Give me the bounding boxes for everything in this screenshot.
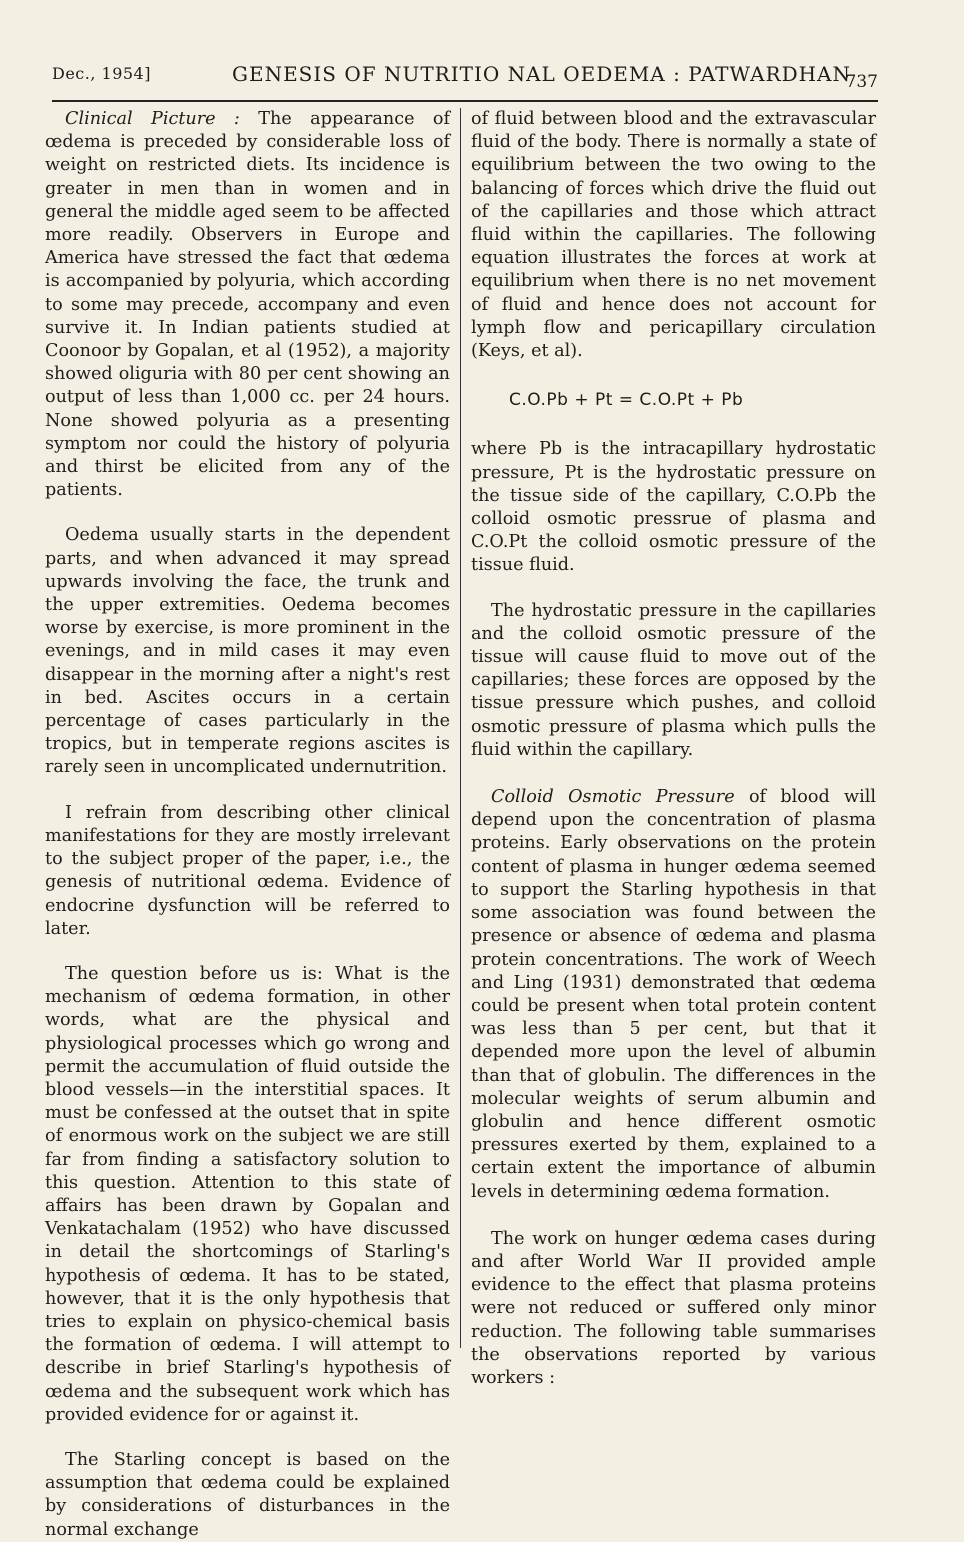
- section-heading: Clinical Picture :: [65, 109, 240, 129]
- paragraph-clinical-picture: Clinical Picture : The appearance of œdema is preceded by considerable loss of weight on restricted diets. Its incidence is greater in men than in women and in general the middle aged seem to be affected more readily. Observers in Europe and America have stressed the fact that œdema is accompanied by polyuria, which according to some may precede, accompany and even survive it. In Indian patients studied at Coonoor by Gopalan, et al (1952), a majority showed oliguria with 80 per cent showing an output of less than 1,000 cc. per 24 hours. None showed polyuria as a presenting symptom nor could the history of polyuria and thirst be elicited from any of the patients.: [45, 109, 450, 501]
- page-number: 737: [845, 72, 878, 92]
- paragraph: The Starling concept is based on the assumption that œdema could be explained by considerations of disturbances in the normal exchange: [45, 1449, 450, 1540]
- paragraph-colloid-osmotic: Colloid Osmotic Pressure of blood will depend upon the concentration of plasma proteins. Early observations on the protein content of plasma in hunger œdema seemed to support the Starling hypothesis in that some association was found between the presence or absence of œdema and plasma protein concentrations. The work of Weech and Ling (1931) demonstrated that œdema could be present when total protein content was less than 5 per cent, but that it depended more upon the level of albumin than that of globulin. The differences in the molecular weights of serum albumin and globulin and hence different osmotic pressures exerted by them, explained to a certain extent the importance of albumin levels in determining œdema formation.: [471, 787, 877, 1202]
- paragraph: The work on hunger œdema cases during and after World War II provided ample evidence to the effect that plasma proteins were not reduced or suffered only minor reduction. The following table summarises the observations reported by various workers :: [471, 1228, 876, 1388]
- paragraph: Oedema usually starts in the dependent parts, and when advanced it may spread upwards involving the face, the trunk and the upper extremities. Oedema becomes worse by exercise, is more prominent in the evenings, and in mild cases it may even disappear in the morning after a night's rest in bed. Ascites occurs in a certain percentage of cases particularly in the tropics, but in temperate regions ascites is rarely seen in uncomplicated undernutrition.: [45, 525, 450, 778]
- right-column: [471, 108, 876, 1390]
- paragraph: I refrain from describing other clinical manifestations for they are mostly irrelevant to the subject proper of the paper, i.e., the genesis of nutritional œdema. Evidence of endocrine dysfunction will be referred to later.: [45, 802, 450, 939]
- paragraph-where: where Pb is the intracapillary hydrostatic pressure, Pt is the hydrostatic pressure on the tissue side of the capillary, C.O.Pb the colloid osmotic pressrue of plasma and C.O.Pt the colloid osmotic pressure of the tissue fluid.: [471, 439, 876, 576]
- column-divider: [460, 108, 461, 1348]
- section-heading: Colloid Osmotic Pressure: [491, 787, 735, 808]
- running-title: GENESIS OF NUTRITIO NAL OEDEMA : PATWARDHAN: [232, 62, 851, 86]
- paragraph: The question before us is: What is the mechanism of œdema formation, in other words, what are the physical and physiological processes which go wrong and permit the accumulation of fluid outside the blood vessels—in the interstitial spaces. It must be confessed at the outset that in spite of enormous work on the subject we are still far from finding a satisfactory solution to this question. Attention to this state of affairs has been drawn by Gopalan and Venkatachalam (1952) who have discussed in detail the shortcomings of Starling's hypothesis of œdema. It has to be stated, however, that it is the only hypothesis that tries to explain on physico-chemical basis the formation of œdema. I will attempt to describe in brief Starling's hypothesis of œdema and the subsequent work which has provided evidence for or against it.: [45, 963, 450, 1425]
- paragraph-continued: of fluid between blood and the extravascular fluid of the body. There is normally a state of equilibrium between the two owing to the balancing of forces which drive the fluid out of the capillaries and those which attract fluid within the capillaries. The following equation illustrates the forces at work at equilibrium when there is no net movement of fluid and hence does not account for lymph flow and pericapillary circulation (Keys, et al).: [471, 109, 876, 362]
- left-column: [45, 108, 450, 1542]
- header-rule: [52, 100, 878, 102]
- issue-date: Dec., 1954]: [52, 64, 151, 83]
- running-header: [52, 62, 878, 94]
- starling-equation: C.O.Pb + Pt = C.O.Pt + Pb: [509, 390, 744, 411]
- paragraph: The hydrostatic pressure in the capillaries and the colloid osmotic pressure of the tissue will cause fluid to move out of the capillaries; these forces are opposed by the tissue pressure which pushes, and colloid osmotic pressure of plasma which pulls the fluid within the capillary.: [471, 600, 876, 760]
